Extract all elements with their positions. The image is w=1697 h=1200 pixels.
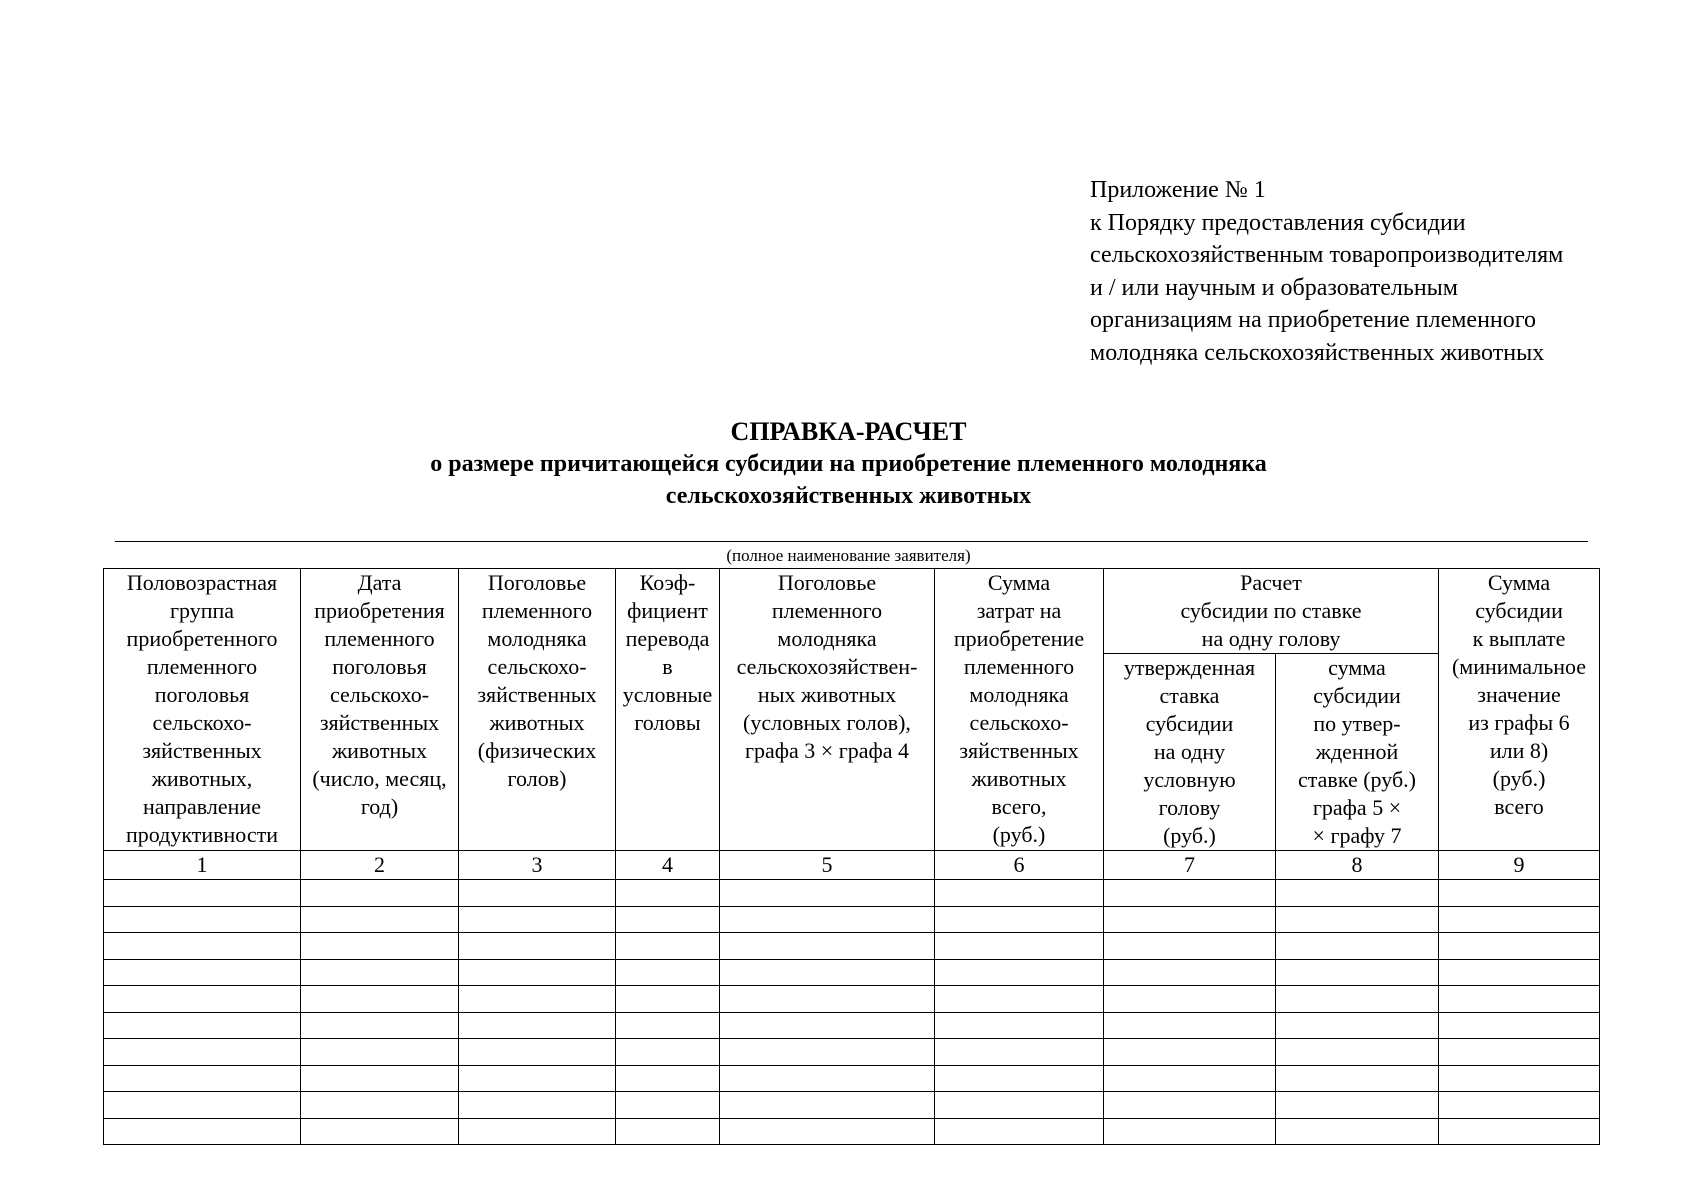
- header-line: утвержденная: [1123, 655, 1256, 680]
- table-cell[interactable]: [935, 1065, 1104, 1092]
- header-line: Половозрастная: [126, 570, 278, 595]
- header-line: (условных голов),: [743, 710, 911, 735]
- table-cell[interactable]: [616, 1118, 720, 1145]
- header-line: молодняка: [969, 682, 1069, 707]
- table-cell[interactable]: [935, 959, 1104, 986]
- table-cell[interactable]: [1104, 1065, 1276, 1092]
- header-line: затрат на: [976, 598, 1062, 623]
- table-cell[interactable]: [459, 880, 616, 907]
- header-line: (минимальное: [1451, 654, 1587, 679]
- header-line: из графы 6: [1468, 710, 1570, 735]
- header-line: зяйственных: [477, 682, 597, 707]
- header-line: на одну: [1153, 739, 1226, 764]
- table-row: [104, 906, 1600, 933]
- appendix-line: к Порядку предоставления субсидии: [1090, 209, 1466, 236]
- table-cell[interactable]: [301, 986, 459, 1013]
- header-cell-col-6: [935, 569, 1104, 851]
- header-line: зяйственных: [319, 710, 440, 735]
- table-cell[interactable]: [616, 1039, 720, 1066]
- table-cell[interactable]: [1439, 1039, 1600, 1066]
- table-cell[interactable]: [1276, 959, 1439, 986]
- header-line: (физических: [477, 738, 597, 763]
- table-cell[interactable]: [1276, 986, 1439, 1013]
- document-title: [0, 416, 1697, 512]
- table-cell[interactable]: [104, 959, 301, 986]
- table-cell[interactable]: [935, 986, 1104, 1013]
- table-cell[interactable]: [1104, 1012, 1276, 1039]
- appendix-line: сельскохозяйственным товаропроизводителям: [1090, 242, 1564, 268]
- table-cell[interactable]: [720, 1039, 935, 1066]
- header-line: к выплате: [1472, 626, 1566, 651]
- appendix-line: организациям на приобретение племенного: [1090, 307, 1537, 333]
- table-cell[interactable]: [1276, 1092, 1439, 1119]
- applicant-caption: (полное наименование заявителя): [726, 546, 971, 565]
- header-line: значение: [1477, 682, 1561, 707]
- table-cell[interactable]: [301, 959, 459, 986]
- table-cell[interactable]: [720, 1118, 935, 1145]
- header-line: племенного: [146, 654, 258, 679]
- table-cell[interactable]: [935, 1039, 1104, 1066]
- table-cell[interactable]: [1439, 1118, 1600, 1145]
- table-cell[interactable]: [1104, 906, 1276, 933]
- table-cell[interactable]: [1104, 1039, 1276, 1066]
- header-line: жденной: [1315, 739, 1399, 764]
- table-cell[interactable]: [1439, 933, 1600, 960]
- table-cell[interactable]: [1439, 1092, 1600, 1119]
- table-cell[interactable]: [459, 933, 616, 960]
- header-line: племенного: [963, 654, 1075, 679]
- header-line: направление: [143, 794, 261, 819]
- header-line: Коэф-: [639, 570, 696, 595]
- header-line: (число, месяц,: [312, 766, 447, 791]
- header-line: головы: [634, 710, 701, 735]
- table-cell[interactable]: [104, 1012, 301, 1039]
- column-number: 9: [1439, 851, 1600, 880]
- header-line: субсидии: [1475, 598, 1563, 623]
- header-line: зяйственных: [959, 738, 1079, 763]
- subsidy-calculation-table: [103, 568, 1600, 1145]
- table-cell[interactable]: [935, 1012, 1104, 1039]
- table-cell[interactable]: [104, 906, 301, 933]
- header-line: молодняка: [487, 626, 587, 651]
- header-line: сельскохо-: [487, 654, 587, 679]
- header-line: приобретение: [953, 626, 1085, 651]
- table-cell[interactable]: [616, 959, 720, 986]
- header-line: ных животных: [757, 682, 897, 707]
- table-row: [104, 1065, 1600, 1092]
- table-cell[interactable]: [1276, 933, 1439, 960]
- table-cell[interactable]: [104, 1092, 301, 1119]
- table-cell[interactable]: [720, 1065, 935, 1092]
- header-line: на одну голову: [1201, 626, 1341, 651]
- header-line: животных: [489, 710, 585, 735]
- table-cell[interactable]: [1276, 1039, 1439, 1066]
- header-line: приобретенного: [126, 626, 278, 651]
- table-cell[interactable]: [459, 1065, 616, 1092]
- header-line: животных: [331, 738, 428, 763]
- header-line: ставка: [1159, 683, 1220, 708]
- header-line: Поголовье: [777, 570, 877, 595]
- header-line: группа: [169, 598, 235, 623]
- table-cell[interactable]: [1104, 986, 1276, 1013]
- table-cell[interactable]: [301, 933, 459, 960]
- table-cell[interactable]: [720, 986, 935, 1013]
- table-cell[interactable]: [616, 1065, 720, 1092]
- column-number: 6: [935, 851, 1104, 880]
- table-cell[interactable]: [104, 880, 301, 907]
- header-line: фициент: [627, 598, 708, 623]
- header-line: Дата: [357, 570, 402, 595]
- table-cell[interactable]: [459, 1012, 616, 1039]
- table-cell[interactable]: [459, 1118, 616, 1145]
- table-row: [104, 986, 1600, 1013]
- table-cell[interactable]: [935, 880, 1104, 907]
- header-line: сельскохо-: [329, 682, 430, 707]
- header-cell-col-3: [459, 569, 616, 851]
- table-header-row: [104, 569, 1600, 654]
- table-cell[interactable]: [301, 1039, 459, 1066]
- table-cell[interactable]: [720, 1092, 935, 1119]
- header-line: зяйственных: [142, 738, 262, 763]
- table-row: [104, 1092, 1600, 1119]
- header-cell-col-9: [1439, 569, 1600, 851]
- header-line: животных: [971, 766, 1067, 791]
- table-cell[interactable]: [720, 1012, 935, 1039]
- header-cell-col-7: [1104, 654, 1276, 851]
- column-number: 7: [1104, 851, 1276, 880]
- header-line: поголовья: [332, 654, 427, 679]
- table-cell[interactable]: [301, 880, 459, 907]
- header-cell-col-1: [104, 569, 301, 851]
- table-cell[interactable]: [935, 1118, 1104, 1145]
- header-line: × графу 7: [1312, 823, 1402, 848]
- table-cell[interactable]: [104, 1118, 301, 1145]
- table-row: [104, 959, 1600, 986]
- header-line: (руб.): [1492, 766, 1546, 791]
- table-cell[interactable]: [1276, 906, 1439, 933]
- appendix-header: [1090, 174, 1563, 369]
- header-line: голов): [507, 766, 567, 791]
- header-line: в: [662, 654, 673, 679]
- table-row: [104, 933, 1600, 960]
- title-subtitle-line2: сельскохозяйственных животных: [665, 483, 1032, 509]
- column-number: 3: [459, 851, 616, 880]
- header-line: животных,: [151, 766, 253, 791]
- header-line: сельскохо-: [969, 710, 1069, 735]
- header-line: (руб.): [992, 822, 1046, 847]
- table-cell[interactable]: [1439, 906, 1600, 933]
- header-line: приобретения: [314, 598, 445, 623]
- table-cell[interactable]: [104, 933, 301, 960]
- applicant-name-line[interactable]: [115, 541, 1588, 542]
- header-line: Сумма: [1487, 570, 1551, 595]
- header-line: молодняка: [777, 626, 877, 651]
- header-line: Сумма: [987, 570, 1051, 595]
- table-cell[interactable]: [301, 1092, 459, 1119]
- table-cell[interactable]: [301, 1065, 459, 1092]
- header-line: по утвер-: [1313, 711, 1401, 736]
- table-cell[interactable]: [616, 986, 720, 1013]
- column-number: 4: [616, 851, 720, 880]
- header-cell-col-2: [301, 569, 459, 851]
- header-line: всего: [1494, 794, 1544, 819]
- table-row: [104, 1039, 1600, 1066]
- header-line: условные: [622, 682, 713, 707]
- header-line: ставке (руб.): [1298, 767, 1416, 792]
- table-cell[interactable]: [935, 906, 1104, 933]
- header-line: сельскохозяйствен-: [736, 654, 918, 679]
- table-cell[interactable]: [459, 906, 616, 933]
- table-row: [104, 880, 1600, 907]
- header-line: Поголовье: [487, 570, 587, 595]
- header-line: условную: [1143, 767, 1236, 792]
- header-line: голову: [1158, 795, 1221, 820]
- header-line: графа 3 × графа 4: [744, 738, 910, 763]
- header-line: (руб.): [1163, 823, 1216, 848]
- header-line: поголовья: [154, 682, 250, 707]
- table-cell[interactable]: [935, 933, 1104, 960]
- appendix-line: и / или научным и образовательным: [1090, 274, 1458, 301]
- header-line: субсидии по ставке: [1180, 598, 1362, 623]
- table-cell[interactable]: [1104, 933, 1276, 960]
- header-line: графа 5 ×: [1312, 795, 1402, 820]
- table-cell[interactable]: [301, 906, 459, 933]
- table-cell[interactable]: [1104, 1092, 1276, 1119]
- column-number: 5: [720, 851, 935, 880]
- table-row: [104, 1118, 1600, 1145]
- table-cell[interactable]: [104, 986, 301, 1013]
- table-cell[interactable]: [616, 1092, 720, 1119]
- table-cell[interactable]: [1276, 1065, 1439, 1092]
- table-cell[interactable]: [459, 959, 616, 986]
- header-cell-col-8: [1276, 654, 1439, 851]
- table-cell[interactable]: [1439, 1065, 1600, 1092]
- appendix-line: Приложение № 1: [1090, 177, 1266, 203]
- table-cell[interactable]: [1439, 959, 1600, 986]
- table-cell[interactable]: [1104, 1118, 1276, 1145]
- table-cell[interactable]: [720, 880, 935, 907]
- table-cell[interactable]: [720, 933, 935, 960]
- table-cell[interactable]: [1439, 880, 1600, 907]
- header-line: племенного: [324, 626, 435, 651]
- table-cell[interactable]: [301, 1012, 459, 1039]
- header-cell-col-4: [616, 569, 720, 851]
- table-cell[interactable]: [616, 933, 720, 960]
- table-cell[interactable]: [459, 1092, 616, 1119]
- header-line: племенного: [481, 598, 593, 623]
- table-cell[interactable]: [1104, 959, 1276, 986]
- table-cell[interactable]: [459, 1039, 616, 1066]
- table-cell[interactable]: [616, 880, 720, 907]
- header-line: перевода: [625, 626, 710, 651]
- column-number: 2: [301, 851, 459, 880]
- header-line: год): [360, 794, 399, 819]
- table-cell[interactable]: [301, 1118, 459, 1145]
- table-cell[interactable]: [1439, 986, 1600, 1013]
- column-number: 1: [104, 851, 301, 880]
- header-line: сельскохо-: [152, 710, 252, 735]
- table-cell[interactable]: [1276, 1012, 1439, 1039]
- table-cell[interactable]: [616, 1012, 720, 1039]
- header-cell-col-5: [720, 569, 935, 851]
- header-line: племенного: [771, 598, 883, 623]
- table-cell[interactable]: [1276, 1118, 1439, 1145]
- table-cell[interactable]: [1439, 1012, 1600, 1039]
- appendix-line: молодняка сельскохозяйственных животных: [1090, 339, 1545, 366]
- table-cell[interactable]: [459, 986, 616, 1013]
- table-cell[interactable]: [104, 1065, 301, 1092]
- table-cell[interactable]: [104, 1039, 301, 1066]
- header-line: субсидии: [1145, 711, 1234, 736]
- header-line: сумма: [1328, 655, 1386, 680]
- title-main: СПРАВКА-РАСЧЕТ: [730, 417, 967, 446]
- header-line: субсидии: [1313, 683, 1401, 708]
- column-number-row: [104, 851, 1600, 880]
- table-cell[interactable]: [720, 959, 935, 986]
- table-cell[interactable]: [935, 1092, 1104, 1119]
- title-subtitle-line1: о размере причитающейся субсидии на приобретение племенного молодняка: [430, 451, 1267, 477]
- header-cell-group-calculation: [1104, 569, 1439, 654]
- column-number: 8: [1276, 851, 1439, 880]
- header-line: продуктивности: [126, 822, 278, 847]
- header-line: или 8): [1489, 738, 1549, 763]
- header-line: Расчет: [1240, 570, 1302, 595]
- header-line: всего,: [991, 794, 1047, 819]
- table-cell[interactable]: [720, 906, 935, 933]
- table-cell[interactable]: [1276, 880, 1439, 907]
- table-cell[interactable]: [1104, 880, 1276, 907]
- table-cell[interactable]: [616, 906, 720, 933]
- table-row: [104, 1012, 1600, 1039]
